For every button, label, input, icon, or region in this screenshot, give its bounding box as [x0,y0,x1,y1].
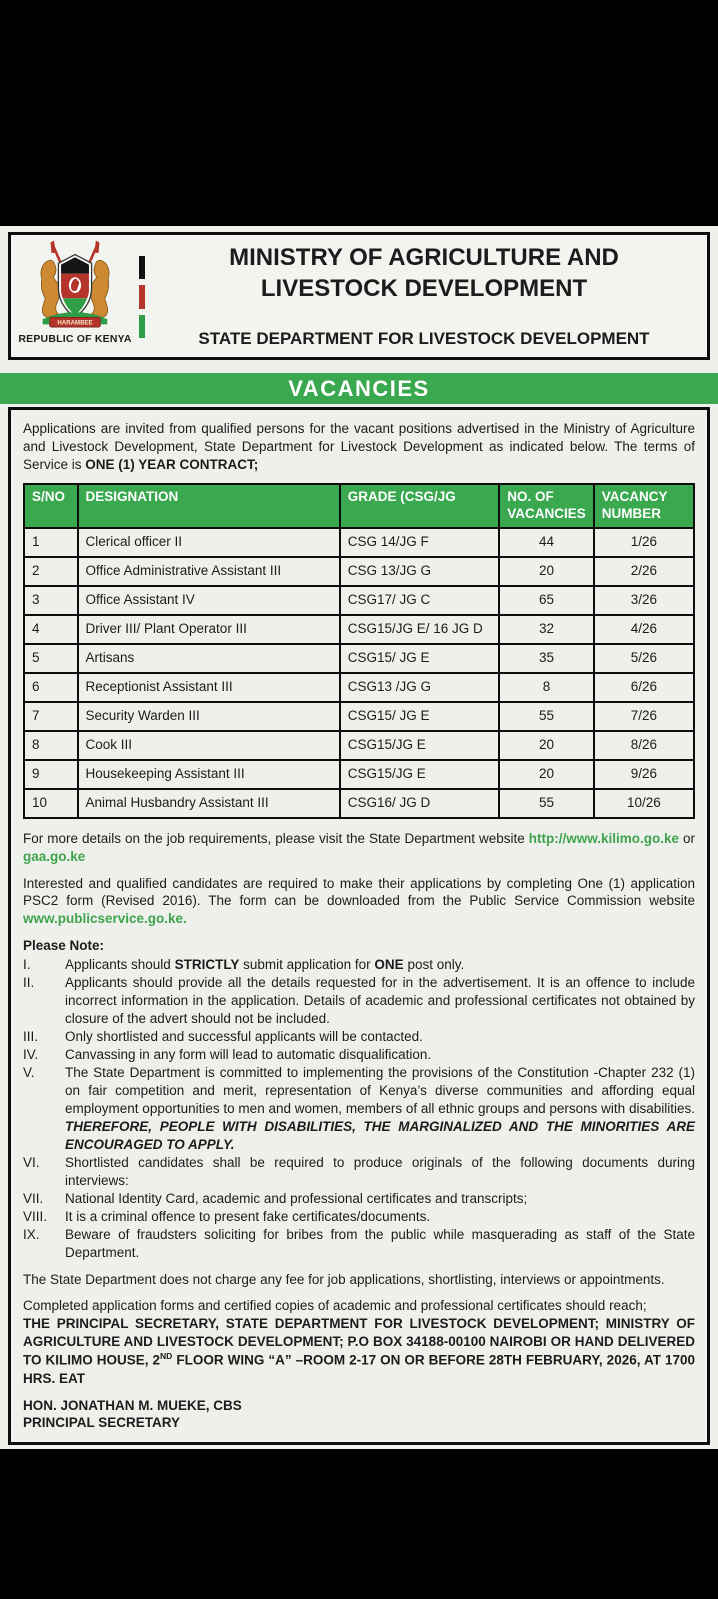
cell-vacancies: 55 [499,789,594,818]
cell-grade: CSG15/JG E [340,731,500,760]
vacancies-table [23,483,695,819]
cell-sno: 2 [24,557,78,586]
note1-strictly: STRICTLY [174,957,240,973]
table-row [24,702,694,731]
cell-vacancy-number: 6/26 [594,673,694,702]
details-or-text: or [679,830,696,846]
emblem-block [19,240,131,352]
department-subtitle: STATE DEPARTMENT FOR LIVESTOCK DEVELOPMENT [198,329,650,348]
note-text: Shortlisted candidates shall be required to produce originals of the following documents during interviews: [65,1154,695,1188]
table-row [24,644,694,673]
note1-text-c: submit application for [239,957,375,973]
signatory-title: PRINCIPAL SECRETARY [23,1415,181,1431]
table-row [24,731,694,760]
col-header-designation: DESIGNATION [78,484,340,528]
address-superscript: ND [160,1351,173,1362]
intro-contract-term: ONE (1) YEAR CONTRACT; [85,456,259,472]
note-item-7 [23,1190,695,1208]
cell-vacancy-number: 10/26 [594,789,694,818]
details-paragraph [23,830,695,866]
note1-text-a: Applicants should [65,957,175,973]
cell-vacancy-number: 8/26 [594,731,694,760]
kilimo-website-link[interactable]: http://www.kilimo.go.ke [528,830,680,846]
note-text: Beware of fraudsters soliciting for bribes from the public while masquerading as staff of the State Department. [65,1226,695,1260]
header-titles [145,240,699,352]
note-item-3 [23,1028,695,1046]
note5-text: The State Department is committed to implementing the provisions of the Constitution -Chapter 232 (1) on fair competition and merit, representation of Kenya’s diverse communities and affording equal employment opportunities to men and women, members of all ethnic groups and persons with disabilities. [65,1065,695,1116]
ministry-title-line1: MINISTRY OF AGRICULTURE AND [229,244,619,271]
gaa-website-link[interactable]: gaa.go.ke [23,848,86,864]
cell-vacancy-number: 2/26 [594,557,694,586]
col-header-no-of-vacancies: NO. OF VACANCIES [499,484,594,528]
note-numeral: I. [23,957,31,973]
cell-sno: 10 [24,789,78,818]
cell-sno: 8 [24,731,78,760]
cell-vacancies: 35 [499,644,594,673]
cell-designation: Artisans [78,644,340,673]
cell-designation: Housekeeping Assistant III [78,760,340,789]
cell-vacancies: 20 [499,557,594,586]
cell-designation: Security Warden III [78,702,340,731]
submission-address [23,1315,695,1387]
note-item-2 [23,974,695,1028]
note-item-6 [23,1154,695,1190]
note-text: It is a criminal offence to present fake certificates/documents. [65,1208,431,1224]
note5-emphasis: THEREFORE, PEOPLE WITH DISABILITIES, THE MARGINALIZED AND THE MINORITIES ARE ENCOURAGED TO APPLY. [65,1118,695,1152]
signature-block [23,1397,695,1432]
cell-sno: 1 [24,528,78,557]
cell-vacancies: 55 [499,702,594,731]
intro-paragraph [23,420,695,474]
col-header-grade: GRADE (CSG/JG [340,484,500,528]
cell-designation: Office Assistant IV [78,586,340,615]
cell-designation: Office Administrative Assistant III [78,557,340,586]
cell-designation: Cook III [78,731,340,760]
cell-vacancy-number: 5/26 [594,644,694,673]
col-header-vacancy-number: VACANCY NUMBER [594,484,694,528]
cell-designation: Driver III/ Plant Operator III [78,615,340,644]
cell-grade: CSG13 /JG G [340,673,500,702]
application-paragraph [23,875,695,929]
cell-sno: 7 [24,702,78,731]
table-row [24,615,694,644]
address-text: THE PRINCIPAL SECRETARY, STATE DEPARTMENT FOR LIVESTOCK DEVELOPMENT; MINISTRY OF AGRICULTURE AND LIVESTOCK DEVELOPMENT; P.O BOX 34188-00100 NAIROBI OR HAND DELIVERED TO KILIMO HOUSE, 2 [23,1316,695,1368]
ministry-title-line2: LIVESTOCK DEVELOPMENT [260,275,588,303]
note1-text-d: post only. [403,957,465,973]
note-item-8 [23,1208,695,1226]
note-text: Canvassing in any form will lead to automatic disqualification. [65,1047,432,1063]
table-row [24,557,694,586]
cell-vacancies: 20 [499,731,594,760]
advert-body [8,407,710,1445]
note-numeral: IV. [23,1047,39,1063]
emblem-banner-text: HARAMBEE [57,319,93,327]
application-text: Interested and qualified candidates are required to make their applications by completing One (1) application PSC2 form (Revised 2016). The form can be downloaded from the Public Service Commission website [23,875,695,909]
no-fee-notice: The State Department does not charge any fee for job applications, shortlisting, interviews or appointments. [23,1271,665,1287]
cell-grade: CSG17/ JG C [340,586,500,615]
cell-designation: Animal Husbandry Assistant III [78,789,340,818]
cell-vacancies: 8 [499,673,594,702]
cell-vacancies: 32 [499,615,594,644]
note-numeral: IX. [23,1226,40,1242]
signatory-name: HON. JONATHAN M. MUEKE, CBS [23,1397,242,1413]
note-text [65,1064,695,1154]
cell-grade: CSG 14/JG F [340,528,500,557]
cell-vacancies: 20 [499,760,594,789]
table-row [24,789,694,818]
cell-grade: CSG16/ JG D [340,789,500,818]
details-text: For more details on the job requirements, please visit the State Department website [23,830,529,846]
note-item-9 [23,1226,695,1262]
advert-document [0,226,718,1449]
table-row [24,528,694,557]
cell-vacancy-number: 9/26 [594,760,694,789]
cell-vacancies: 44 [499,528,594,557]
table-row [24,673,694,702]
cell-grade: CSG 13/JG G [340,557,500,586]
cell-vacancy-number: 7/26 [594,702,694,731]
psc-website-link[interactable]: www.publicservice.go.ke. [23,911,187,927]
note-text: Applicants should provide all the details requested for in the advertisement. It is an offence to include incorrect information in the application. Details of academic and professional certificates not obtained by closure of the advert should not be included. [65,975,695,1027]
note-text: National Identity Card, academic and professional certificates and transcripts; [65,1190,528,1206]
note-numeral: II. [23,975,35,991]
note-numeral: VII. [23,1190,44,1206]
cell-designation: Receptionist Assistant III [78,673,340,702]
cell-vacancies: 65 [499,586,594,615]
note-item-5 [23,1064,695,1154]
cell-grade: CSG15/ JG E [340,644,500,673]
kenya-coat-of-arms-icon [27,240,123,332]
cell-grade: CSG15/JG E [340,760,500,789]
cell-vacancy-number: 1/26 [594,528,694,557]
please-note-heading: Please Note: [23,938,105,954]
cell-sno: 5 [24,644,78,673]
note-numeral: V. [23,1065,35,1081]
cell-sno: 6 [24,673,78,702]
submission-intro: Completed application forms and certified copies of academic and professional certificates should reach; [23,1298,647,1314]
cell-sno: 9 [24,760,78,789]
note-numeral: III. [23,1029,39,1045]
col-header-sno: S/NO [24,484,78,528]
table-row [24,586,694,615]
note-item-1 [23,956,695,974]
cell-grade: CSG15/JG E/ 16 JG D [340,615,500,644]
note-text: Only shortlisted and successful applicants will be contacted. [65,1029,423,1045]
note-item-4 [23,1046,695,1064]
address-text-continued: FLOOR WING “A” –ROOM 2-17 ON OR BEFORE 28TH FEBRUARY, 2026, AT 1700 HRS. EAT [23,1352,696,1386]
table-header-row [24,484,694,528]
table-row [24,760,694,789]
vacancies-banner [0,373,718,404]
cell-grade: CSG15/ JG E [340,702,500,731]
vacancies-banner-label: VACANCIES [288,375,430,401]
document-header [8,232,710,360]
intro-text: Applications are invited from qualified persons for the vacant positions advertised in the Ministry of Agriculture and Livestock Development, State Department for Livestock Development as indicated below. The terms of Service is [23,421,695,472]
note-numeral: VIII. [23,1208,48,1224]
cell-vacancy-number: 3/26 [594,586,694,615]
note-numeral: VI. [23,1154,40,1170]
cell-vacancy-number: 4/26 [594,615,694,644]
cell-designation: Clerical officer II [78,528,340,557]
ministry-title [149,242,699,304]
cell-sno: 3 [24,586,78,615]
emblem-caption: REPUBLIC OF KENYA [18,333,132,345]
note-text [65,956,695,974]
note1-one: ONE [374,957,404,973]
cell-sno: 4 [24,615,78,644]
